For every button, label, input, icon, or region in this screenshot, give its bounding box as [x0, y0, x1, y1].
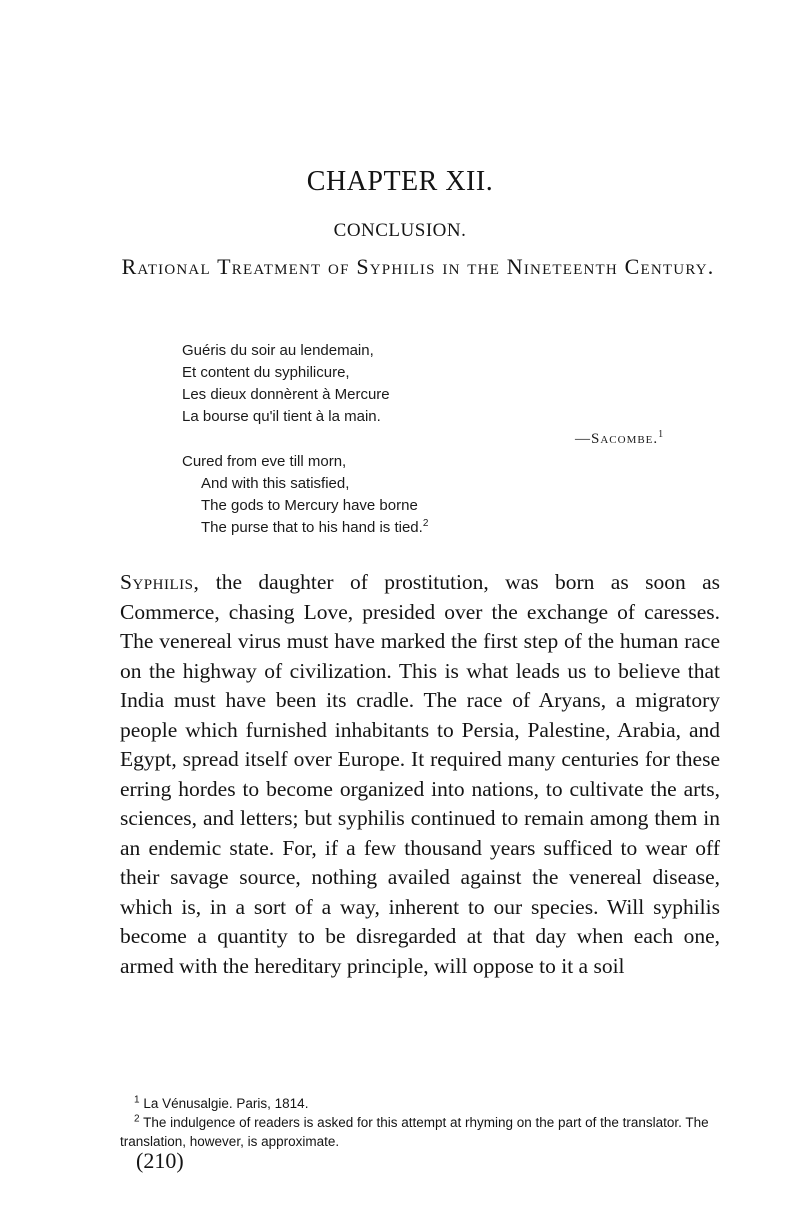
attribution-text: —Sacombe. — [575, 431, 659, 447]
english-epigraph-line: And with this satisfied, — [201, 475, 350, 492]
footnote-marker: 2 — [422, 518, 429, 529]
french-epigraph-line: La bourse qu'il tient à la main. — [182, 408, 381, 425]
french-epigraph-line: Guéris du soir au lendemain, — [182, 342, 374, 359]
english-epigraph-last-line: The purse that to his hand is tied. — [201, 519, 423, 536]
epigraph-attribution — [575, 431, 664, 448]
footnote-mark: 2 — [134, 1113, 140, 1125]
french-epigraph-line: Les dieux donnèrent à Mercure — [182, 386, 390, 403]
body-lead-word: Syphilis, — [120, 570, 200, 594]
section-title: Rational Treatment of Syphilis in the Nineteenth Century. — [121, 254, 715, 279]
footnote-mark: 1 — [134, 1094, 140, 1106]
english-epigraph-line: Cured from eve till morn, — [182, 453, 347, 470]
page-number: (210) — [136, 1148, 184, 1173]
footnote — [120, 1113, 730, 1151]
footnotes — [120, 1094, 730, 1151]
footnote — [120, 1094, 730, 1113]
body-paragraph — [120, 568, 720, 981]
footnote-text: La Vénusalgie. Paris, 1814. — [143, 1096, 309, 1111]
french-epigraph-line: Et content du syphilicure, — [182, 364, 350, 381]
footnote-marker: 1 — [658, 429, 665, 440]
footnote-text: The indulgence of readers is asked for this attempt at rhyming on the part of the translator. The translation, however, is approximate. — [120, 1115, 709, 1149]
body-paragraph-text: the daughter of prostitution, was born as soon as Commerce, chasing Love, presided over the exchange of caresses. The venereal virus must have marked the first step of the human race on the highway of civilization. This is what leads us to believe that India must have been its cradle. The race of Aryans, a migratory people which furnished inhabitants to Persia, Palestine, Arabia, and Egypt, spread itself over Europe. It required many centuries for these erring hordes to become organized into nations, to cultivate the arts, sciences, and letters; but syphilis continued to remain among them in an endemic state. For, if a few thousand years sufficed to wear off their savage source, nothing availed against the venereal disease, which is, in a sort of a way, inherent to our species. Will syphilis become a quantity to be disregarded at that day when each one, armed with the hereditary principle, will oppose to it a soil — [120, 570, 720, 978]
english-epigraph-line: The gods to Mercury have borne — [201, 497, 418, 514]
english-epigraph-line — [201, 519, 428, 536]
chapter-subtitle: CONCLUSION. — [333, 220, 467, 241]
chapter-heading: CHAPTER XII. — [306, 166, 494, 197]
